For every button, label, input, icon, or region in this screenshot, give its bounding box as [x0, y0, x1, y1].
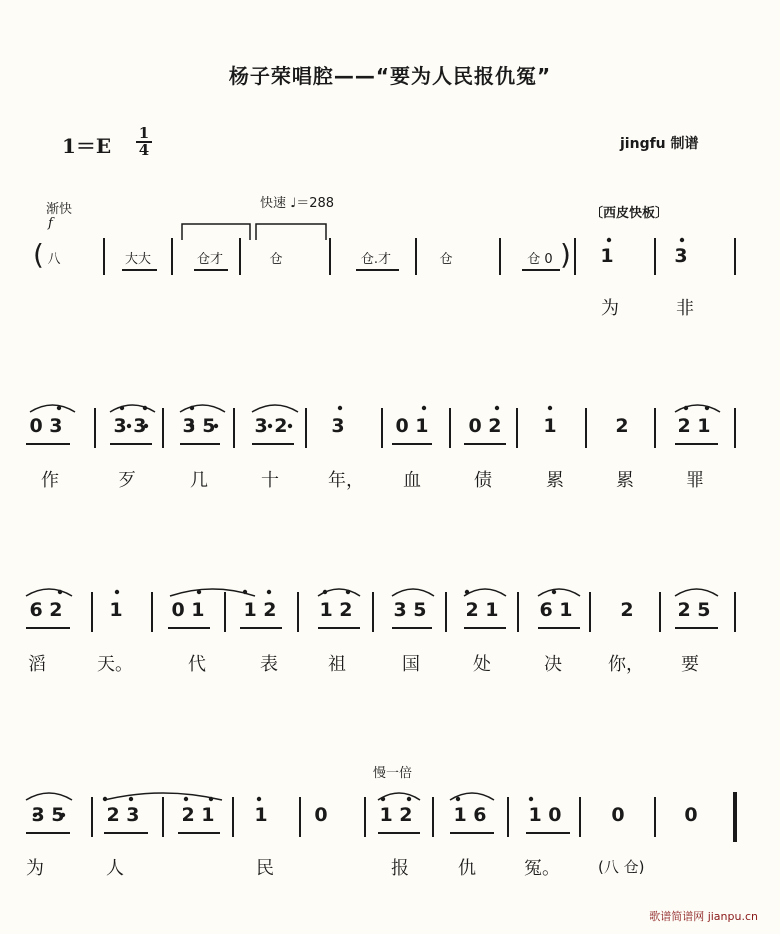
jianpu-note: 2 1 — [677, 415, 711, 437]
octave-dot — [267, 590, 271, 594]
octave-dot — [552, 590, 556, 594]
lyric-char: 要 — [681, 654, 699, 675]
jianpu-note: 3 — [674, 245, 688, 267]
octave-dot — [407, 797, 411, 801]
octave-dot — [129, 797, 133, 801]
time-signature-numerator: 1 — [138, 124, 150, 142]
octave-dot — [529, 797, 533, 801]
section-label: 〔西皮快板〕 — [590, 206, 669, 221]
percussion-bracket — [256, 224, 326, 240]
octave-dot — [705, 406, 709, 410]
jianpu-note: 3 5 — [182, 415, 216, 437]
slur — [464, 589, 506, 596]
jianpu-note: 2 — [620, 599, 634, 621]
percussion-bracket — [182, 224, 250, 240]
jianpu-note: 0 — [611, 804, 625, 826]
watermark: 歌谱简谱网 jianpu.cn — [649, 910, 758, 923]
octave-dot — [495, 406, 499, 410]
slow-marking: 慢一倍 — [373, 766, 413, 781]
octave-dot — [465, 590, 469, 594]
lyric-char: 国 — [402, 654, 420, 675]
jianpu-note: 3 3 — [113, 415, 147, 437]
octave-dot — [143, 406, 147, 410]
octave-dot — [120, 406, 124, 410]
slur — [675, 405, 720, 412]
percussion-syllable: 大大 — [124, 252, 151, 267]
jianpu-note: 3 5 — [31, 804, 65, 826]
jianpu-note: 2 1 — [465, 599, 499, 621]
octave-dot — [184, 797, 188, 801]
octave-dot — [422, 406, 426, 410]
octave-dot — [346, 590, 350, 594]
lyric-char: 债 — [474, 470, 492, 491]
percussion-syllable: 仓 — [439, 252, 453, 267]
slur — [180, 405, 225, 412]
jianpu-note: 0 3 — [29, 415, 63, 437]
octave-dot — [209, 797, 213, 801]
jianpu-note: 0 1 — [171, 599, 205, 621]
lyric-char: 人 — [106, 858, 124, 879]
jianpu-note: 0 — [684, 804, 698, 826]
octave-dot — [103, 797, 107, 801]
octave-dot — [197, 590, 201, 594]
key-signature: 1＝E — [62, 134, 112, 158]
percussion-syllable: 仓.才 — [360, 252, 392, 267]
lyric-char: 作 — [41, 470, 59, 491]
lyric-char: 民 — [256, 858, 274, 879]
slur — [392, 589, 434, 596]
octave-dot — [190, 406, 194, 410]
octave-dot — [115, 590, 119, 594]
percussion-syllable: 仓 — [269, 252, 283, 267]
octave-dot — [680, 238, 684, 242]
lyric-char: 几 — [190, 470, 208, 491]
jianpu-note: 0 — [314, 804, 328, 826]
lyric-char: 罪 — [686, 470, 704, 491]
tempo-marking: 快速 ♩＝288 — [260, 196, 335, 211]
jianpu-note: 1 2 — [379, 804, 413, 826]
percussion-close-paren: ) — [560, 238, 571, 271]
octave-dot — [381, 797, 385, 801]
lyric-char: 十 — [261, 470, 279, 491]
lyric-char: 累 — [546, 470, 564, 491]
jianpu-note: 2 1 — [181, 804, 215, 826]
octave-dot — [607, 238, 611, 242]
ending-percussion: (八 仓) — [598, 858, 645, 876]
lyric-char: 非 — [676, 298, 694, 319]
jianpu-note: 1 — [600, 245, 614, 267]
lyric-char: 决 — [544, 654, 562, 675]
lyric-char: 累 — [616, 470, 634, 491]
octave-dot — [456, 797, 460, 801]
slur — [538, 589, 580, 596]
octave-dot — [338, 406, 342, 410]
slur — [675, 589, 718, 596]
jianpu-note: 6 2 — [29, 599, 63, 621]
jianpu-note: 2 — [615, 415, 629, 437]
percussion-syllable: 仓 0 — [527, 252, 553, 267]
lyric-char: 为 — [26, 858, 44, 879]
dynamic-marking: f — [48, 216, 53, 231]
jianpu-note: 1 — [254, 804, 268, 826]
octave-dot — [548, 406, 552, 410]
lyric-char: 天。 — [97, 654, 133, 675]
tempo-change-marking: 渐快 — [46, 202, 73, 217]
jianpu-note: 1 — [543, 415, 557, 437]
lyric-char: 代 — [188, 654, 206, 675]
jianpu-note: 2 3 — [106, 804, 140, 826]
jianpu-note: 0 1 — [395, 415, 429, 437]
jianpu-note: 1 0 — [528, 804, 562, 826]
lyric-char: 你， — [608, 654, 644, 675]
jianpu-note: 1 — [109, 599, 123, 621]
lyric-char: 为 — [601, 298, 619, 319]
octave-dot — [57, 406, 61, 410]
jianpu-note: 6 1 — [539, 599, 573, 621]
jianpu-note: 1 2 — [319, 599, 353, 621]
percussion-open-paren: ( — [33, 238, 44, 271]
jianpu-note: 1 6 — [453, 804, 487, 826]
lyric-char: 表 — [260, 654, 278, 675]
jianpu-note: 0 2 — [468, 415, 502, 437]
slur — [30, 405, 75, 412]
slur — [26, 589, 72, 596]
lyric-char: 年， — [328, 470, 364, 491]
lyric-char: 处 — [473, 654, 491, 675]
lyric-char: 血 — [403, 470, 421, 491]
octave-dot — [323, 590, 327, 594]
time-signature-denominator: 4 — [136, 141, 152, 158]
slur — [110, 405, 155, 412]
lyric-char: 仇 — [458, 858, 476, 879]
jianpu-note: 2 5 — [677, 599, 711, 621]
jianpu-note: 1 2 — [243, 599, 277, 621]
lyric-char: 报 — [391, 858, 409, 879]
lyric-char: 冤。 — [524, 858, 560, 879]
lyric-char: 歹 — [118, 470, 136, 491]
percussion-syllable: 仓才 — [196, 252, 223, 267]
lyric-char: 滔 — [28, 654, 46, 675]
slur — [26, 793, 72, 800]
slur — [252, 405, 298, 412]
jianpu-note: 3 2 — [254, 415, 288, 437]
lyric-char: 祖 — [328, 654, 346, 675]
octave-dot — [257, 797, 261, 801]
slur — [170, 589, 255, 596]
octave-dot — [243, 590, 247, 594]
octave-dot — [58, 590, 62, 594]
octave-dot — [684, 406, 688, 410]
percussion-syllable: 八 — [47, 252, 61, 267]
jianpu-note: 3 5 — [393, 599, 427, 621]
transcriber-credit: jingfu 制谱 — [620, 136, 699, 152]
time-signature — [136, 126, 152, 158]
song-title: 杨子荣唱腔——“要为人民报仇冤” — [228, 64, 552, 88]
jianpu-note: 3 — [331, 415, 345, 437]
